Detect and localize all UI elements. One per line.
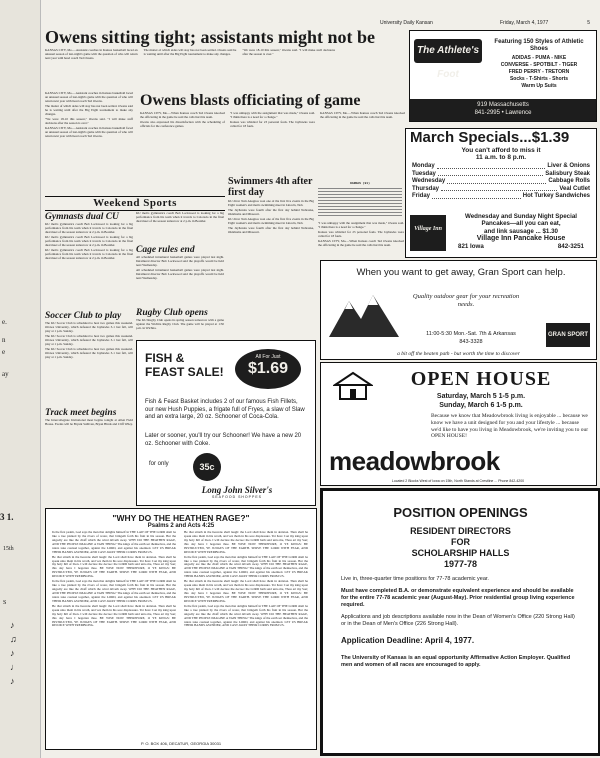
- special-row: Thursday Veal Cutlet: [412, 185, 590, 192]
- price-label: All For Just: [255, 354, 281, 360]
- special-row: Wednesday Cabbage Rolls: [412, 178, 590, 185]
- meadowbrook-footer: Located 2 Blocks West of Iowa on 15th, North Stands at Crestline ... Phone 842-4200: [391, 479, 525, 483]
- price-burst: [235, 349, 301, 389]
- edge-fragment: 3 1.: [0, 512, 14, 522]
- edge-fragment: S: [3, 600, 7, 606]
- gran-sport-hours: 11:00-5:30 Mon.-Sat. 7th & Arkansas: [426, 331, 516, 337]
- village-inn-phone: 842-3251: [557, 242, 584, 250]
- positions-role: RESIDENT DIRECTORS: [410, 526, 511, 536]
- athletes-foot-footer: 919 Massachusetts 841-2995 • Lawrence: [410, 99, 596, 121]
- special-row: Tuesday Salisbury Steak: [412, 170, 590, 177]
- heathen-col-2: He that sitteth in the heavens shall laugh: the Lord shall have them in derision. Then shall he speak unto them in his wrath, and vex them in his sore displeasure. Yet have I set my king upon my holy hill of Zion. I will declare the decree: the LORD hath said unto me, Thou art my Son; this day have I begotten thee. BE WISE NOW THEREFORE, O YE KINGS: BE INSTRUCTED, YE JUDGES OF THE EARTH. SERVE THE LORD WITH FEAR, AND REJOICE WITH TREMBLING. In the first psalm, God says the man that delights himself in THE LAW OF THE LORD shall be like a tree planted by the rivers of water, that bringeth forth his fruit in his season. But the ungodly are like the chaff which the wind driveth away. WHY DO THE HEATHEN RAGE, AND THE PEOPLE IMAGINE A VAIN THING? The kings of the earth set themselves, and the rulers take counsel together, against the LORD, and against his anointed. LET US BREAK THEIR BANDS ASUNDER, AND CAST AWAY THEIR CORDS FROM US. He that sitteth in the heavens shall laugh: the Lord shall have them in derision. Then shall he speak unto them in his wrath, and vex them in his sore displeasure. Yet have I set my king upon my holy hill of Zion. I will declare the decree: the LORD hath said unto me, Thou art my Son; this day have I begotten thee. BE WISE NOW THEREFORE, O YE KINGS: BE INSTRUCTED, YE JUDGES OF THE EARTH. SERVE THE LORD WITH FEAR, AND REJOICE WITH TREMBLING. In the first psalm, God says the man that delights himself in THE LAW OF THE LORD shall be like a tree planted by the rivers of water, that bringeth forth his fruit in his season. But the ungodly are like the chaff which the wind driveth away. WHY DO THE HEATHEN RAGE, AND THE PEOPLE IMAGINE A VAIN THING? The kings of the earth set themselves, and the rulers take counsel together, against the LORD, and against his anointed. LET US BREAK THEIR BANDS ASUNDER, AND CAST AWAY THEIR CORDS FROM US.: [184, 530, 308, 628]
- box-score: [318, 182, 402, 218]
- edge-fragment: ay: [2, 370, 9, 378]
- small-price-badge: 35c: [193, 453, 221, 481]
- weekend-item-body: The Intercollegiate Invitational meet begins tonight at Allen Field House. Events will be Bryant Sullivan, Bryan Hinds and Cliff Wiley.: [45, 419, 133, 426]
- weekend-item-body: The KU Rugby Club opens its spring season tomorrow with a game against the Wichita Rugby Club. The game will be played at 1:30 p.m. in Wichita.: [136, 319, 224, 330]
- village-inn-special-line: and link sausage ... $1.30: [484, 227, 558, 235]
- ad-gran-sport: [320, 260, 597, 360]
- positions-p3: Applications and job descriptions available now in the Dean of Women's Office (220 Strong Hall) or in the Dean of Men's Office (226 Strong Hall).: [341, 614, 575, 627]
- page-number: 5: [587, 20, 590, 26]
- edge-fragment: n: [2, 336, 6, 344]
- positions-years: 1977-78: [443, 559, 478, 569]
- positions-p1: Live in, three-quarter time positions for 77-78 academic year.: [341, 576, 489, 582]
- box-score-title: KANSAS (91): [350, 182, 370, 185]
- special-row: Friday Hot Turkey Sandwiches: [412, 193, 590, 200]
- positions-role: FOR: [451, 537, 470, 547]
- weekend-item-body: The KU Soccer Club is scheduled to host two games this weekend. Ottawa University, which defeated the Jayhawks 3-1 last fall, will play at 1 p.m. Sunday. The KU Soccer Club is scheduled to host two games this weekend. Ottawa University, which defeated the Jayhawks 3-1 last fall, will play at 1 p.m. Sunday. The KU Soccer Club is scheduled to host two games this weekend. Ottawa University, which defeated the Jayhawks 3-1 last fall, will play at 1 p.m. Sunday.: [45, 322, 133, 359]
- positions-p4: The University of Kansas is an equal opportunity Affirmative Action Employer. Qualified men and women of all races are encouraged to apply.: [341, 655, 571, 668]
- athletes-foot-tagline: Featuring 150 Styles of Athletic Shoes: [494, 39, 584, 52]
- brand-line: ADIDAS - PUMA - NIKE: [511, 55, 567, 61]
- village-inn-hours: 11 a.m. to 8 p.m.: [475, 154, 527, 161]
- paper-name: University Daily Kansan: [380, 20, 433, 26]
- open-house-saturday: Saturday, March 5 1-5 p.m.: [436, 393, 526, 400]
- weekend-item-title: Track meet begins: [45, 408, 117, 418]
- headline-swimmers: Swimmers 4th after first day: [228, 176, 313, 198]
- weekend-item-body: All scheduled intramural basketball games were played last night. Intramural director Bob Lockwood said the playoffs would be held next Wednesday. All scheduled intramural basketball games were played last night. Intramural director Bob Lockwood said the playoffs would be held next Wednesday.: [136, 256, 224, 280]
- gran-sport-headline: When you want to get away, Gran Sport can help.: [356, 267, 566, 278]
- ad-position-openings: [320, 488, 600, 756]
- open-house-sunday: Sunday, March 6 1-5 p.m.: [439, 402, 523, 409]
- edge-fragment: e.: [2, 318, 7, 326]
- village-inn-special-line: Pancakes—all you can eat,: [481, 220, 561, 228]
- weekend-sports-title: Weekend Sports: [93, 197, 177, 209]
- weekend-col-right: KU men's gymnastics coach Bob Lockwood is looking for a big performance from his team when it travels to Colorado in the final dual meet of the season tomorrow at 2 p.m. in Boulder. Cage rules end All scheduled intramural basketball games were played last night. Intramural director Bob Lockwood said the playoffs would be held next Wednesday. All scheduled intramural basketball games were played last night. Intramural director Bob Lockwood said the playoffs would be held next Wednesday. Rugby Club opens The KU Rugby Club opens its spring season tomorrow with a game against the Wichita Rugby Club. The game will be played at 1:30 p.m. in Wichita.: [136, 212, 224, 342]
- ad-athletes-foot: [409, 30, 597, 122]
- march-specials-headline: March Specials...$1.39: [410, 129, 570, 146]
- article-owens-sitting-cont: KANSAS CITY, Mo.—Assistant coaches in Kansas basketball faced an unusual season of last-night's game with the question of who will return next year with head coach Ted Owens. The matter of which aides will stay has not been settled. Owens said he is waiting until after the Big Eight tournament to make any changes. "We were 18-10 this season," Owens said. "I will make staff decisions after the season is over." KANSAS CITY, Mo.—Assistant coaches in Kansas basketball faced an unusual season of last-night's game with the question of who will return next year with head coach Ted Owens.: [45, 92, 133, 138]
- for-only-label: for only: [149, 461, 169, 467]
- village-inn-name: Village Inn Pancake House: [476, 235, 566, 243]
- edge-fragment: 15th: [3, 546, 14, 552]
- weekend-item-title: Gymnasts dual CU: [45, 212, 119, 222]
- ad-why-heathen-rage: [45, 508, 317, 750]
- headline-owens-sitting: Owens sitting tight; assistants might not be: [45, 27, 376, 47]
- village-inn-special-line: Wednesday and Sunday Night Special: [465, 213, 577, 220]
- gran-sport-phone: 843-3328: [459, 339, 483, 345]
- ad-long-john-silvers: [136, 340, 316, 506]
- long-john-silvers-logo: Long John Silver's SEAFOOD SHOPPES: [201, 485, 273, 499]
- heathen-address: P. O. BOX 406, DECATUR, GEORGIA 30031: [140, 741, 222, 746]
- article-swimmers: KU diver Tom Anagnos won one of the first five events in the Big Eight women's and men's swimming meet in Lincoln, Neb. The Jayhawks were fourth after the first day behind Nebraska, Oklahoma and Missouri. KU diver Tom Anagnos won one of the first five events in the Big Eight women's and men's swimming meet in Lincoln, Neb. The Jayhawks were fourth after the first day behind Nebraska, Oklahoma and Missouri.: [228, 200, 314, 234]
- brand-line: FRED PERRY - TRETORN: [508, 69, 570, 75]
- fish-body: Fish & Feast Basket includes 2 of our famous Fish Fillets, our new Hush Puppies, a frigate full of Fryes, a slaw of Slaw and an extra large, 20 oz. Schooner of Coca-Cola.: [145, 399, 305, 420]
- music-notes-icon: ♪ ♫ ♪ ♩ ♪: [10, 620, 19, 686]
- weekend-sports-banner: [45, 196, 225, 211]
- athletes-foot-address: 919 Massachusetts: [477, 102, 529, 108]
- athletes-foot-phone: 841-2995: [474, 110, 500, 116]
- gran-sport-sub: Quality outdoor gear for your recreation needs.: [412, 293, 520, 308]
- positions-p2: Must have completed B.A. or demonstrate equivalent experience and should be available for the entire 77-78 academic year (August-May). Prior residential group living experience required.: [341, 588, 575, 608]
- fish-title: FISH & FEAST SALE!: [145, 351, 224, 379]
- gran-sport-logo: GRAN SPORT: [546, 323, 590, 347]
- athletes-foot-city: Lawrence: [505, 110, 532, 116]
- village-inn-address: 821 Iowa: [458, 242, 484, 250]
- page-edge-strip: [0, 0, 41, 758]
- brand-line: CONVERSE - SPOTBILT - TIGER: [500, 62, 578, 68]
- brand-line: Socks - T-Shirts - Shorts: [509, 76, 569, 82]
- meadowbrook-body: Because we know that Meadowbrook living is enjoyable ... because we know we have a unit designed for you and your lifestyle ... because we'd like to have you living in Meadowbrook, we're inviting you to our OPEN HOUSE!: [431, 413, 589, 440]
- fish-later: Later or sooner, you'll try our Schooner! We have a new 20 oz. Schooner with Coke.: [145, 433, 302, 447]
- gran-sport-tagline: a bit off the beaten path - but worth the time to discover: [397, 351, 520, 357]
- brand-line: Warm Up Suits: [521, 83, 557, 89]
- page-header: [380, 20, 590, 28]
- article-owens-blasts: KANSAS CITY, Mo.—When Kansas coach Ted Owens knocked the officiating in the game he said the calls hurt his team. Owens also expressed his dissatisfaction with the scheduling of officials for the conference games. "I was unhappy with the assignment that was made," Owens said. "I think there is a need for a change." Kansas was whistled for 23 personal fouls. The Jayhawks were called for 18 fouls. KANSAS CITY, Mo.—When Kansas coach Ted Owens knocked the officiating in the game he said the calls hurt his team.: [140, 112, 405, 128]
- house-illustration: [333, 371, 373, 401]
- weekend-col-left: [45, 212, 133, 502]
- open-house-title: OPEN HOUSE: [410, 368, 552, 390]
- heathen-verse: Psalms 2 and Acts 4:25: [147, 523, 215, 529]
- headline-owens-blasts: Owens blasts officiating of game: [140, 92, 361, 109]
- weekend-item-body: KU men's gymnastics coach Bob Lockwood is looking for a big performance from his team when it travels to Colorado in the final dual meet of the season tomorrow at 2 p.m. in Boulder. KU men's gymnastics coach Bob Lockwood is looking for a big performance from his team when it travels to Colorado in the final dual meet of the season tomorrow at 2 p.m. in Boulder. KU men's gymnastics coach Bob Lockwood is looking for a big performance from his team when it travels to Colorado in the final dual meet of the season tomorrow at 2 p.m. in Boulder.: [45, 223, 133, 260]
- ad-meadowbrook: [320, 362, 597, 486]
- weekend-item-title: Soccer Club to play: [45, 311, 122, 321]
- article-owens-blasts-cont: "I was unhappy with the assignment that was made," Owens said. "I think there is a need for a change." Kansas was whistled for 23 personal fouls. The Jayhawks were called for 18 fouls. KANSAS CITY, Mo.—When Kansas coach Ted Owens knocked the officiating in the game he said the calls hurt his team.: [318, 222, 404, 247]
- price-value: $1.69: [247, 360, 289, 377]
- weekend-item-title: Cage rules end: [136, 245, 195, 255]
- meadowbrook-logo: meadowbrook: [329, 446, 500, 476]
- heathen-col-1: In the first psalm, God says the man that delights himself in THE LAW OF THE LORD shall be like a tree planted by the rivers of water, that bringeth forth his fruit in his season. But the ungodly are like the chaff which the wind driveth away. WHY DO THE HEATHEN RAGE, AND THE PEOPLE IMAGINE A VAIN THING? The kings of the earth set themselves, and the rulers take counsel together, against the LORD, and against his anointed. LET US BREAK THEIR BANDS ASUNDER, AND CAST AWAY THEIR CORDS FROM US. He that sitteth in the heavens shall laugh: the Lord shall have them in derision. Then shall he speak unto them in his wrath, and vex them in his sore displeasure. Yet have I set my king upon my holy hill of Zion. I will declare the decree: the LORD hath said unto me, Thou art my Son; this day have I begotten thee. BE WISE NOW THEREFORE, O YE KINGS: BE INSTRUCTED, YE JUDGES OF THE EARTH. SERVE THE LORD WITH FEAR, AND REJOICE WITH TREMBLING. In the first psalm, God says the man that delights himself in THE LAW OF THE LORD shall be like a tree planted by the rivers of water, that bringeth forth his fruit in his season. But the ungodly are like the chaff which the wind driveth away. WHY DO THE HEATHEN RAGE, AND THE PEOPLE IMAGINE A VAIN THING? The kings of the earth set themselves, and the rulers take counsel together, against the LORD, and against his anointed. LET US BREAK THEIR BANDS ASUNDER, AND CAST AWAY THEIR CORDS FROM US. He that sitteth in the heavens shall laugh: the Lord shall have them in derision. Then shall he speak unto them in his wrath, and vex them in his sore displeasure. Yet have I set my king upon my holy hill of Zion. I will declare the decree: the LORD hath said unto me, Thou art my Son; this day have I begotten thee. BE WISE NOW THEREFORE, O YE KINGS: BE INSTRUCTED, YE JUDGES OF THE EARTH. SERVE THE LORD WITH FEAR, AND REJOICE WITH TREMBLING.: [52, 530, 176, 628]
- positions-deadline: Application Deadline: April 4, 1977.: [341, 636, 475, 645]
- edge-fragment: e: [2, 348, 6, 356]
- village-inn-sub: You can't afford to miss it: [461, 147, 541, 154]
- heathen-title: "WHY DO THE HEATHEN RAGE?": [112, 513, 250, 523]
- ad-village-inn: [405, 128, 597, 258]
- mountain-illustration: [329, 289, 399, 337]
- athletes-foot-logo: The Athlete's Foot: [414, 39, 482, 63]
- article-owens-sitting: KANSAS CITY, Mo.—Assistant coaches in Kansas basketball faced an unusual season of last-night's game with the question of who will return next year with head coach Ted Owens. The matter of which aides will stay has not been settled. Owens said he is waiting until after the Big Eight tournament to make any changes. "We were 18-10 this season," Owens said. "I will make staff decisions after the season is over.": [45, 49, 335, 60]
- village-inn-logo: Village Inn: [410, 215, 446, 251]
- special-row: Monday Liver & Onions: [412, 163, 590, 169]
- positions-role: SCHOLARSHIP HALLS: [411, 548, 510, 558]
- weekend-item-title: Rugby Club opens: [136, 308, 208, 318]
- issue-date: Friday, March 4, 1977: [500, 20, 549, 26]
- box-score-lines: [318, 186, 402, 216]
- positions-title: POSITION OPENINGS: [393, 505, 528, 520]
